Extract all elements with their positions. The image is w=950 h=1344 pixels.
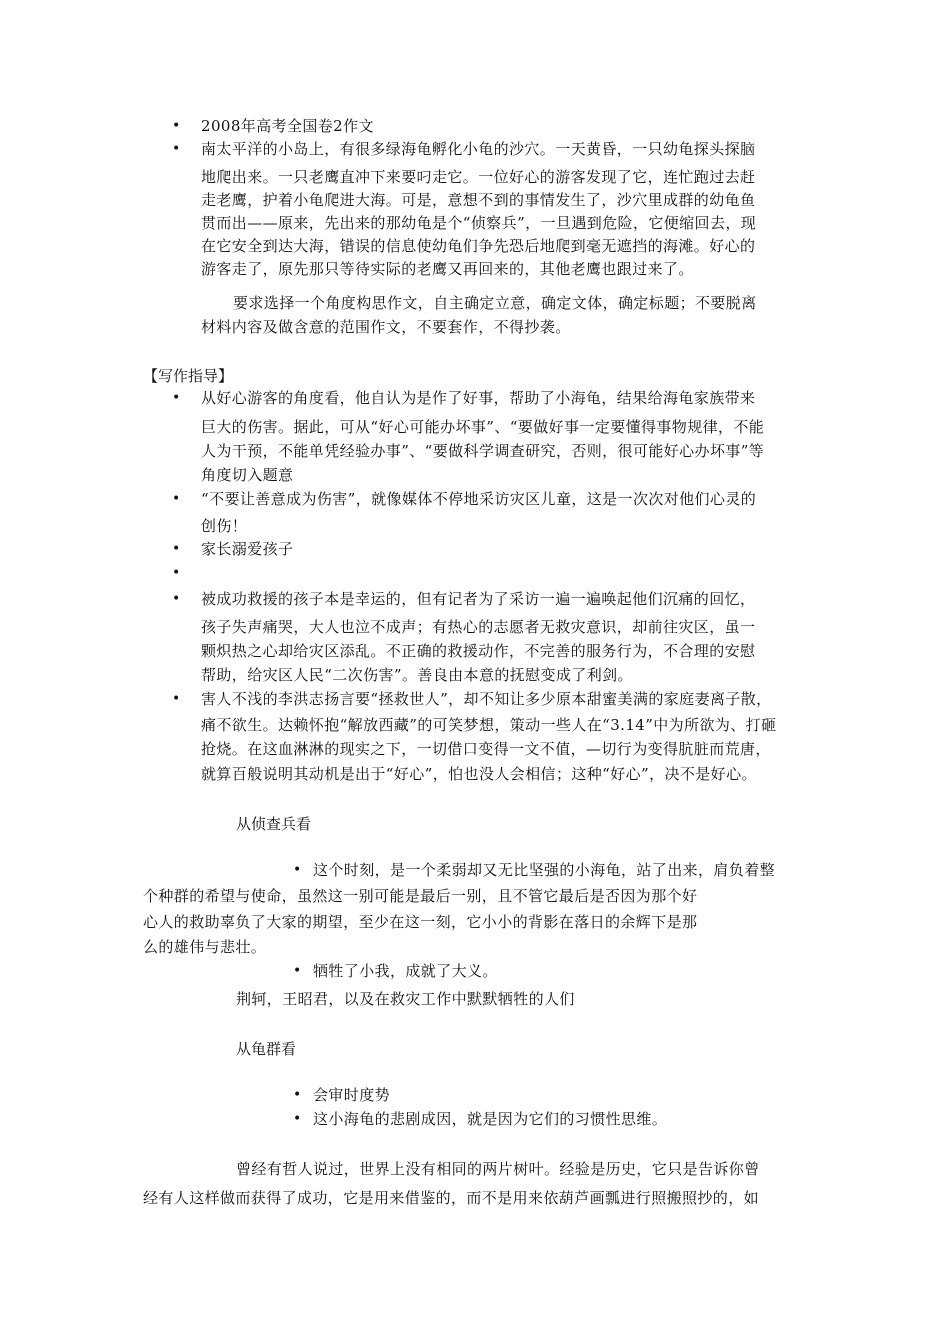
guide-item-line: 家长溺爱孩子 xyxy=(201,540,294,558)
guide-item-line: 痛不欲生。达赖怀抱“解放西藏”的可笑梦想，策动一些人在“3.14”中为所欲为、打砸 xyxy=(201,716,777,734)
guide-item-line: 抢烧。在这血淋淋的现实之下，一切借口变得一文不值，—切行为变得肮脏而荒唐， xyxy=(201,740,771,758)
scout-text-line: 么的雄伟与悲壮。 xyxy=(143,938,267,956)
bullet-marker: • xyxy=(293,963,302,979)
guide-item-line: 从好心游客的角度看，他自认为是作了好事，帮助了小海龟，结果给海龟家族带来 xyxy=(201,389,756,407)
bullet-marker: • xyxy=(172,591,181,607)
guide-item-line: 被成功救援的孩子本是幸运的，但有记者为了采访一遍一遍唤起他们沉痛的回忆， xyxy=(201,590,756,608)
bullet-marker: • xyxy=(172,541,181,557)
flock-heading: 从龟群看 xyxy=(236,1040,297,1058)
flock-text-line: 这小海龟的悲剧成因，就是因为它们的习惯性思维。 xyxy=(313,1110,668,1128)
bullet-marker: • xyxy=(172,118,181,134)
guide-item-line: 孩子失声痛哭，大人也泣不成声；有热心的志愿者无救灾意识，却前往灾区，虽一 xyxy=(201,618,756,636)
guide-item-line: 颗炽热之心却给灾区添乱。不正确的救援动作，不完善的服务行为，不合理的安慰 xyxy=(201,642,756,660)
topic-title: 2008年高考全国卷2作文 xyxy=(201,117,374,135)
bullet-marker: • xyxy=(293,862,302,878)
guide-item-line: 就算百般说明其动机是出于“好心”，怕也没人会相信；这种“好心”，决不是好心。 xyxy=(201,765,757,783)
scout-text-line: 心人的救助辜负了大家的期望，至少在这一刻，它小小的背影在落日的余辉下是那 xyxy=(143,913,698,931)
bullet-marker: • xyxy=(293,1111,302,1127)
topic-text-line: 游客走了，原先那只等待实际的老鹰又再回来的，其他老鹰也跟过来了。 xyxy=(201,260,694,278)
guide-item-line: “不要让善意成为伤害”，就像媒体不停地采访灾区儿童，这是一次次对他们心灵的 xyxy=(201,490,757,508)
bullet-marker: • xyxy=(172,691,181,707)
topic-text-line: 贯而出——原来，先出来的那幼龟是个“侦察兵”，一旦遇到危险，它便缩回去，现 xyxy=(201,214,757,232)
guide-item-line: 创伤！ xyxy=(201,517,248,535)
topic-text-line: 地爬出来。一只老鹰直冲下来要叼走它。一位好心的游客发现了它，连忙跑过去赶 xyxy=(201,168,756,186)
closing-line: 曾经有哲人说过，世界上没有相同的两片树叶。经验是历史，它只是告诉你曾 xyxy=(236,1160,760,1178)
topic-text-line: 南太平洋的小岛上，有很多绿海龟孵化小龟的沙穴。一天黄昏，一只幼龟探头探脑 xyxy=(201,140,756,158)
bullet-marker: • xyxy=(172,491,181,507)
flock-text-line: 会审时度势 xyxy=(313,1086,391,1104)
guide-item-line: 害人不浅的李洪志扬言要“拯救世人”，却不知让多少原本甜蜜美满的家庭妻离子散， xyxy=(201,690,772,708)
guide-item-line: 帮助，给灾区人民“二次伤害”。善良由本意的抚慰变成了利剑。 xyxy=(201,666,633,684)
requirement-line: 材料内容及做含意的范围作文，不要套作，不得抄袭。 xyxy=(201,318,571,336)
scout-text-line: 牺牲了小我，成就了大义。 xyxy=(313,962,498,980)
guide-item-line: 人为干预，不能单凭经验办事”、“要做科学调查研究，否则，很可能好心办坏事”等 xyxy=(201,442,765,460)
scout-heading: 从侦查兵看 xyxy=(236,815,312,833)
scout-text-line: 个种群的希望与使命，虽然这一别可能是最后一别，且不管它最后是否因为那个好 xyxy=(143,887,698,905)
closing-line: 经有人这样做而获得了成功，它是用来借鉴的，而不是用来依葫芦画瓢进行照搬照抄的，如 xyxy=(143,1189,760,1207)
bullet-marker: • xyxy=(172,565,181,581)
scout-examples: 荆轲，王昭君，以及在救灾工作中默默牺牲的人们 xyxy=(236,990,575,1008)
guide-item-line: 角度切入题意 xyxy=(201,466,294,484)
guide-heading: 【写作指导】 xyxy=(143,367,234,385)
requirement-line: 要求选择一个角度构思作文，自主确定立意，确定文体，确定标题；不要脱离 xyxy=(233,294,757,312)
scout-text-line: 这个时刻，是一个柔弱却又无比坚强的小海龟，站了出来，肩负着整 xyxy=(313,861,776,879)
bullet-marker: • xyxy=(172,141,181,157)
bullet-marker: • xyxy=(172,390,181,406)
guide-item-line: 巨大的伤害。据此，可从“好心可能办坏事”、“要做好事一定要懂得事物规律，不能 xyxy=(201,418,765,436)
topic-text-line: 在它安全到达大海，错误的信息使幼龟们争先恐后地爬到毫无遮挡的海滩。好心的 xyxy=(201,237,756,255)
topic-text-line: 走老鹰，护着小龟爬进大海。可是，意想不到的事情发生了，沙穴里成群的幼龟鱼 xyxy=(201,191,756,209)
bullet-marker: • xyxy=(293,1087,302,1103)
